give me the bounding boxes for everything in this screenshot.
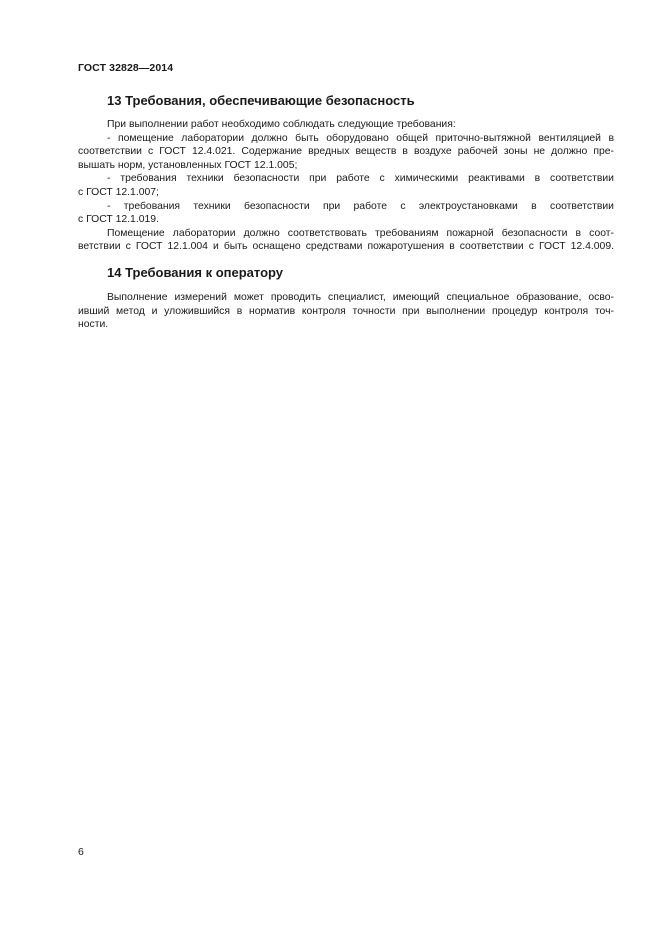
paragraph-line: ивший метод и уложившийся в норматив контроля точности при выполнении процедур контроля точ- (78, 305, 614, 317)
paragraph-line: При выполнении работ необходимо соблюдать следующие требования: (107, 119, 456, 130)
page-number: 6 (78, 846, 84, 858)
section-14-title: 14 Требования к оператору (107, 265, 284, 280)
paragraph-line: - помещение лаборатории должно быть оборудовано общей приточно-вытяжной вентиляцией в (107, 132, 614, 144)
section-13-body (78, 118, 614, 254)
paragraph-line: ности. (78, 319, 109, 331)
paragraph-line: соответствии с ГОСТ 12.4.021. Содержание вредных веществ в воздухе рабочей зоны не должно пре- (78, 146, 614, 158)
paragraph-line: Выполнение измерений может проводить специалист, имеющий специальное образование, осво- (107, 292, 614, 303)
document-header: ГОСТ 32828—2014 (78, 62, 174, 74)
section-13-title: 13 Требования, обеспечивающие безопасность (107, 93, 415, 108)
paragraph-line: ветствии с ГОСТ 12.1.004 и быть оснащено средствами пожаротушения в соответствии с ГОСТ 12.4.009. (78, 241, 614, 253)
paragraph-line: вышать норм, установленных ГОСТ 12.1.005; (78, 159, 298, 171)
paragraph-line: Помещение лаборатории должно соответствовать требованиям пожарной безопасности в соот- (107, 227, 614, 239)
paragraph-line: - требования техники безопасности при работе с электроустановками в соответствии (107, 200, 614, 212)
section-14-body (78, 291, 614, 332)
paragraph-line: с ГОСТ 12.1.007; (78, 186, 159, 198)
paragraph-line: с ГОСТ 12.1.019. (78, 214, 159, 226)
paragraph-line: - требования техники безопасности при работе с химическими реактивами в соответствии (107, 173, 614, 185)
